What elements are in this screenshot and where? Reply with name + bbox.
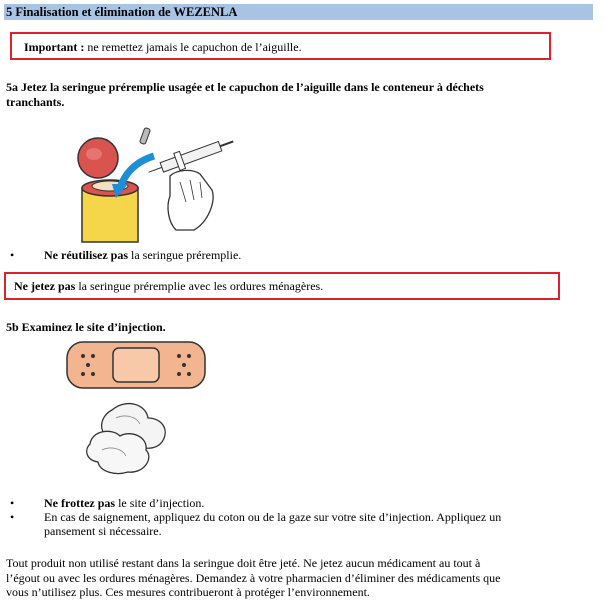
step-5b-title: 5b Examinez le site d’injection.: [6, 320, 166, 334]
disposal-line2: l’égout ou avec les ordures ménagères. Demandez à votre pharmacien d’éliminer des médicaments que: [6, 570, 501, 585]
section-title: 5 Finalisation et élimination de WEZENLA: [6, 5, 238, 19]
needle-cap-icon: [139, 127, 150, 144]
hand-icon: [168, 170, 213, 230]
disposal-paragraph: [6, 556, 602, 600]
cotton-ball-front: [87, 431, 149, 473]
important-text: ne remettez jamais le capuchon de l’aiguille.: [84, 40, 302, 54]
warning-label: Ne jetez pas: [14, 279, 76, 293]
bullet-rub-text: le site d’injection.: [115, 496, 205, 510]
bullet-bleeding-line1: En cas de saignement, appliquez du coton ou de la gaze sur votre site d’injection. Appliquez un: [44, 510, 502, 524]
cotton-illustration: [82, 400, 180, 476]
important-label: Important :: [24, 40, 85, 54]
section-header: [4, 4, 593, 20]
bullet-reuse: [44, 248, 241, 263]
bullet-symbol: •: [10, 248, 15, 262]
bandage-illustration: [65, 340, 207, 390]
step-5a-title-line2: tranchants.: [6, 95, 65, 109]
sharps-container-illustration: [76, 126, 246, 246]
step-5a-title: [6, 80, 596, 110]
lid-highlight: [86, 148, 102, 160]
bullet-reuse-text: la seringue préremplie.: [127, 248, 242, 262]
bullet-symbol: •: [10, 496, 15, 510]
bullet-bleeding-line2: pansement si nécessaire.: [44, 524, 162, 538]
disposal-line1: Tout produit non utilisé restant dans la seringue doit être jeté. Ne jetez aucun médicament au tout à: [6, 556, 481, 570]
bullet-bleeding: [44, 510, 600, 538]
step-5a-title-line1: 5a Jetez la seringue préremplie usagée et le capuchon de l’aiguille dans le conteneur à déchets: [6, 80, 484, 94]
bullet-rub: [44, 496, 204, 511]
bandage-pad: [113, 348, 159, 382]
important-box: [10, 32, 551, 60]
bullet-reuse-label: Ne réutilisez pas: [44, 248, 128, 262]
bullet-symbol: •: [10, 510, 15, 524]
disposal-line3: vous n’utilisez plus. Ces mesures contribueront à protéger l’environnement.: [6, 585, 370, 599]
warning-text: la seringue préremplie avec les ordures ménagères.: [75, 279, 324, 293]
warning-box: [4, 272, 560, 300]
bullet-rub-label: Ne frottez pas: [44, 496, 116, 510]
